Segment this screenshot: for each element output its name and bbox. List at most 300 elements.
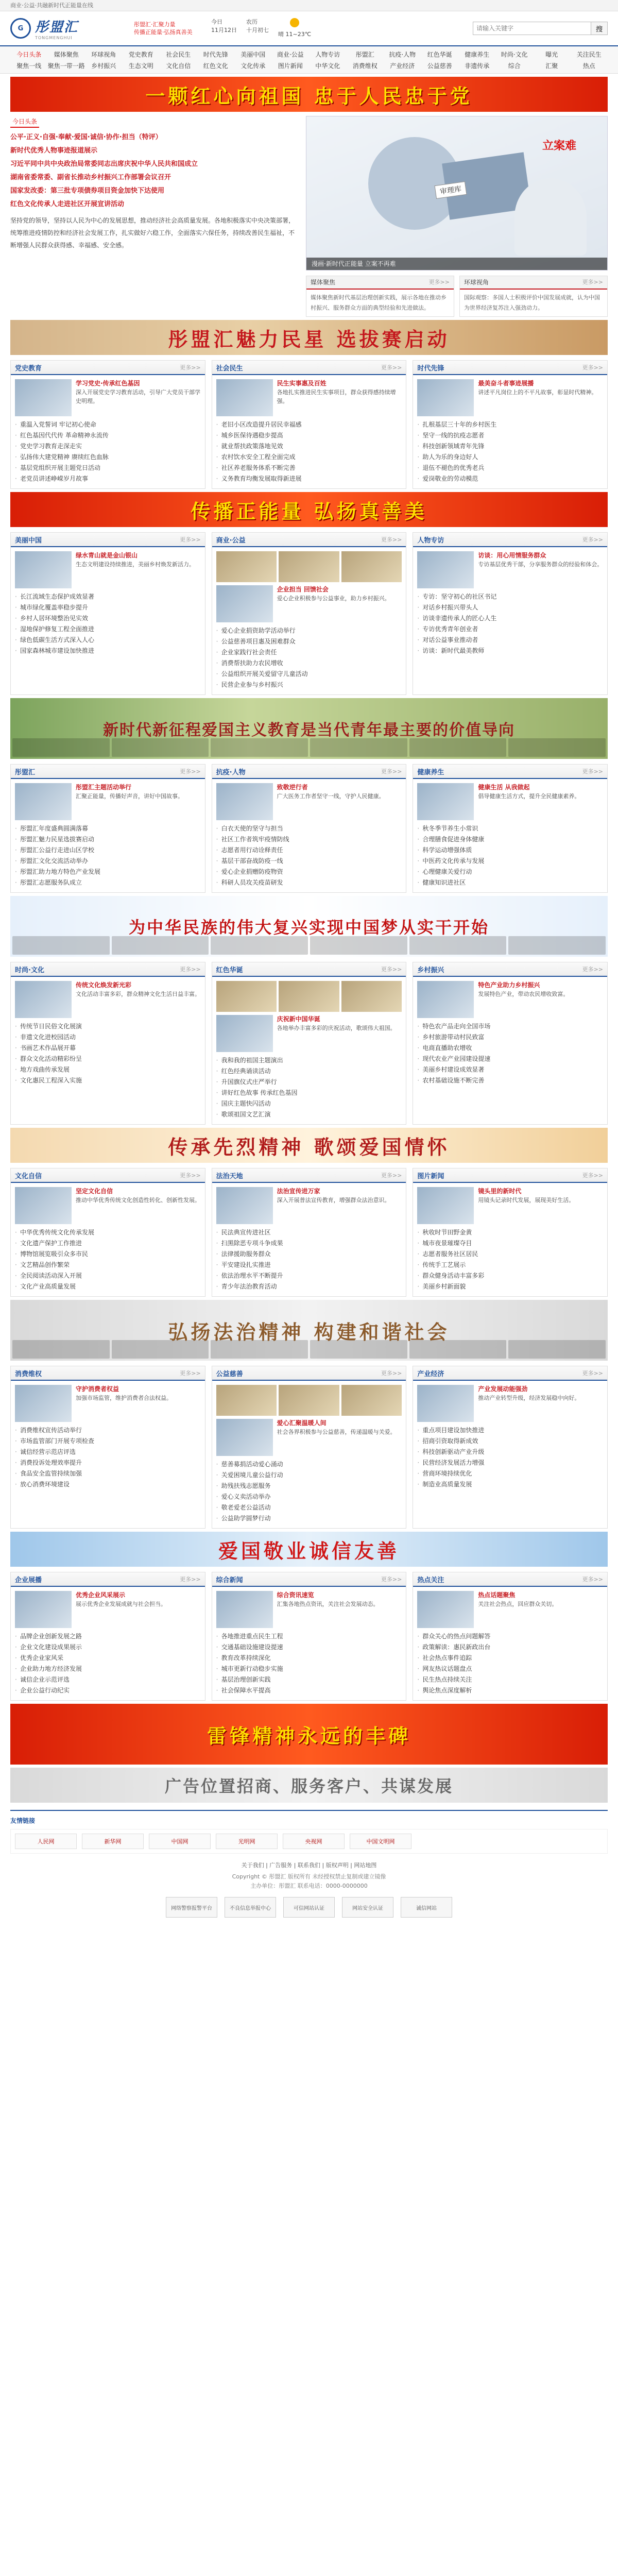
list-item[interactable]: · 科技创新驱动产业升级 xyxy=(417,1447,603,1458)
featured-item[interactable] xyxy=(216,1419,402,1456)
list-item[interactable]: · 心理健康关爱行动 xyxy=(417,867,603,877)
list-item[interactable]: · 弘扬伟大建党精神 赓续红色血脉 xyxy=(15,452,201,463)
list-item[interactable]: · 文艺精品创作繁荣 xyxy=(15,1260,201,1270)
thumbnail-image[interactable] xyxy=(216,1015,273,1052)
list-item[interactable]: · 爱心企业捐资助学活动举行 xyxy=(216,625,402,636)
featured-title[interactable]: 爱心汇聚温暖人间 xyxy=(277,1419,327,1427)
featured-title[interactable]: 产业发展动能强劲 xyxy=(478,1385,528,1393)
nav-item[interactable]: 红色文化 xyxy=(203,62,228,70)
list-item[interactable]: · 中医药文化传承与发展 xyxy=(417,856,603,867)
list-item[interactable]: · 网友热议话题盘点 xyxy=(417,1664,603,1674)
gallery-photo[interactable] xyxy=(341,1385,402,1416)
nav-item[interactable]: 乡村振兴 xyxy=(91,62,116,70)
list-item[interactable]: · 绿色低碳生活方式深入人心 xyxy=(15,635,201,646)
banner-8[interactable] xyxy=(10,1532,608,1567)
list-item[interactable]: · 秋收时节田野金黄 xyxy=(417,1227,603,1238)
friend-link[interactable]: 光明网 xyxy=(216,1834,278,1849)
banner-4[interactable] xyxy=(10,698,608,759)
footer-nav[interactable]: 关于我们 | 广告服务 | 联系我们 | 版权声明 | 网站地图 xyxy=(241,1862,377,1869)
more-link[interactable]: 更多>> xyxy=(582,536,604,543)
nav-item[interactable]: 社会民生 xyxy=(166,50,191,58)
list-item[interactable]: · 扎根基层三十年的乡村医生 xyxy=(417,419,603,430)
column-title[interactable]: 乡村振兴 xyxy=(417,966,444,974)
list-item[interactable]: · 企业文化建设成果展示 xyxy=(15,1642,201,1653)
search-input[interactable] xyxy=(473,22,591,35)
list-item[interactable]: · 基层干部奋战防疫一线 xyxy=(216,856,402,867)
nav-item[interactable]: 彤盟汇 xyxy=(355,50,374,58)
nav-item[interactable]: 今日头条 xyxy=(16,50,42,58)
thumbnail-image[interactable] xyxy=(216,1591,273,1628)
nav-item[interactable]: 党史教育 xyxy=(128,50,153,58)
thumbnail-image[interactable] xyxy=(216,783,273,820)
thumbnail-image[interactable] xyxy=(417,783,474,820)
more-link[interactable]: 更多>> xyxy=(381,364,402,371)
list-item[interactable]: · 专访：坚守初心的社区书记 xyxy=(417,591,603,602)
nav-item[interactable]: 产业经济 xyxy=(390,62,415,70)
list-item[interactable]: · 社区工作者筑牢疫情防线 xyxy=(216,834,402,845)
headline-link[interactable]: 新时代优秀人物事迹报道展示 xyxy=(10,147,98,155)
list-item[interactable]: · 诚信企业示范评选 xyxy=(15,1674,201,1685)
list-item[interactable]: · 慈善募捐活动爱心涌动 xyxy=(216,1459,402,1470)
featured-title[interactable]: 传统文化焕发新光彩 xyxy=(76,981,132,989)
list-item[interactable]: · 志愿者用行动诠释责任 xyxy=(216,845,402,856)
banner-6[interactable] xyxy=(10,1128,608,1163)
column-title[interactable]: 法治天地 xyxy=(216,1172,243,1180)
list-item[interactable]: · 长江流域生态保护成效显著 xyxy=(15,591,201,602)
list-item[interactable]: · 彤盟汇年度盛典圆满落幕 xyxy=(15,823,201,834)
list-item[interactable]: · 诚信经营示范店评选 xyxy=(15,1447,201,1458)
nav-item[interactable]: 抗疫·人物 xyxy=(389,50,416,58)
cert-badge[interactable]: 网站安全认证 xyxy=(342,1897,393,1918)
nav-item[interactable]: 非遗传承 xyxy=(465,62,490,70)
column-title[interactable]: 热点关注 xyxy=(417,1576,444,1584)
list-item[interactable]: · 退伍不褪色的优秀老兵 xyxy=(417,463,603,473)
nav-item[interactable]: 美丽中国 xyxy=(241,50,266,58)
friend-link[interactable]: 人民网 xyxy=(15,1834,77,1849)
featured-title[interactable]: 致敬逆行者 xyxy=(277,784,308,791)
featured-item[interactable] xyxy=(216,379,402,416)
headline-link[interactable]: 习近平同中共中央政治局常委同志出席庆祝中华人民共和国成立 xyxy=(10,160,198,168)
featured-title[interactable]: 特色产业助力乡村振兴 xyxy=(478,981,540,989)
headline-cartoon[interactable] xyxy=(306,116,608,270)
thumbnail-image[interactable] xyxy=(15,1187,72,1224)
list-item[interactable]: · 企业家践行社会责任 xyxy=(216,647,402,658)
list-item[interactable]: · 爱心企业捐赠防疫物资 xyxy=(216,867,402,877)
thumbnail-image[interactable] xyxy=(417,1187,474,1224)
list-item[interactable]: · 城市夜景璀璨夺目 xyxy=(417,1238,603,1249)
nav-item[interactable]: 时代先锋 xyxy=(203,50,228,58)
list-item[interactable]: · 青少年法治教育活动 xyxy=(216,1281,402,1292)
featured-title[interactable]: 优秀企业风采展示 xyxy=(76,1591,126,1599)
friend-link[interactable]: 央视网 xyxy=(283,1834,345,1849)
list-item[interactable]: · 平安建设扎实推进 xyxy=(216,1260,402,1270)
featured-item[interactable] xyxy=(15,1591,201,1628)
thumbnail-image[interactable] xyxy=(15,981,72,1018)
list-item[interactable]: · 重点项目建设加快推进 xyxy=(417,1425,603,1436)
gallery-photo[interactable] xyxy=(216,551,277,582)
list-item[interactable]: · 歌颂祖国文艺汇演 xyxy=(216,1109,402,1120)
list-item[interactable]: · 彤盟汇魅力民星选拔赛启动 xyxy=(15,834,201,845)
list-item[interactable]: · 现代农业产业园建设提速 xyxy=(417,1054,603,1064)
list-item[interactable]: · 彤盟汇助力地方特色产业发展 xyxy=(15,867,201,877)
list-item[interactable]: · 传统手工艺展示 xyxy=(417,1260,603,1270)
column-title[interactable]: 公益慈善 xyxy=(216,1370,243,1378)
featured-title[interactable]: 法治宣传进万家 xyxy=(277,1188,320,1195)
list-item[interactable]: · 文化产业高质量发展 xyxy=(15,1281,201,1292)
column-title[interactable]: 党史教育 xyxy=(15,364,42,372)
featured-title[interactable]: 彤盟汇主题活动举行 xyxy=(76,784,132,791)
friend-link[interactable]: 中国网 xyxy=(149,1834,211,1849)
featured-item[interactable] xyxy=(15,981,201,1018)
list-item[interactable]: · 各地推进重点民生工程 xyxy=(216,1631,402,1642)
list-item[interactable]: · 舆论焦点深度解析 xyxy=(417,1685,603,1696)
more-link[interactable]: 更多>> xyxy=(582,279,603,285)
thumbnail-image[interactable] xyxy=(417,551,474,588)
list-item[interactable]: · 对话乡村振兴带头人 xyxy=(417,602,603,613)
column-title[interactable]: 抗疫·人物 xyxy=(216,768,246,776)
list-item[interactable]: · 营商环境持续优化 xyxy=(417,1468,603,1479)
list-item[interactable]: · 依法治理水平不断提升 xyxy=(216,1270,402,1281)
featured-item[interactable] xyxy=(15,1385,201,1422)
nav-item[interactable]: 生态文明 xyxy=(128,62,153,70)
nav-item[interactable]: 红色华诞 xyxy=(427,50,452,58)
list-item[interactable]: · 乡村旅游带动村民致富 xyxy=(417,1032,603,1043)
featured-item[interactable] xyxy=(15,551,201,588)
cert-badge[interactable]: 不良信息举报中心 xyxy=(225,1897,276,1918)
list-item[interactable]: · 爱岗敬业的劳动模范 xyxy=(417,473,603,484)
featured-item[interactable] xyxy=(15,783,201,820)
more-link[interactable]: 更多>> xyxy=(582,1370,604,1377)
list-item[interactable]: · 特色农产品走向全国市场 xyxy=(417,1021,603,1032)
featured-item[interactable] xyxy=(417,981,603,1018)
column-title[interactable]: 商业·公益 xyxy=(216,536,246,545)
gallery-photo[interactable] xyxy=(279,981,339,1012)
cert-badge[interactable]: 可信网站认证 xyxy=(283,1897,335,1918)
list-item[interactable]: · 基层治理创新实践 xyxy=(216,1674,402,1685)
list-item[interactable]: · 交通基础设施建设提速 xyxy=(216,1642,402,1653)
banner-10[interactable] xyxy=(10,1768,608,1803)
list-item[interactable]: · 民生热点持续关注 xyxy=(417,1674,603,1685)
list-item[interactable]: · 放心消费环境建设 xyxy=(15,1479,201,1490)
gallery-photo[interactable] xyxy=(341,981,402,1012)
list-item[interactable]: · 制造业高质量发展 xyxy=(417,1479,603,1490)
featured-item[interactable] xyxy=(417,551,603,588)
list-item[interactable]: · 彤盟汇公益行走进山区学校 xyxy=(15,845,201,856)
thumbnail-image[interactable] xyxy=(417,981,474,1018)
list-item[interactable]: · 志愿者服务社区居民 xyxy=(417,1249,603,1260)
more-link[interactable]: 更多>> xyxy=(180,1172,201,1179)
list-item[interactable]: · 国家森林城市建设加快推进 xyxy=(15,646,201,656)
featured-item[interactable] xyxy=(417,379,603,416)
thumbnail-image[interactable] xyxy=(15,1591,72,1628)
featured-title[interactable]: 企业担当 回馈社会 xyxy=(277,586,329,593)
friend-link[interactable]: 新华网 xyxy=(82,1834,144,1849)
column-title[interactable]: 社会民生 xyxy=(216,364,243,372)
list-item[interactable]: · 城市更新行动稳步实施 xyxy=(216,1664,402,1674)
thumbnail-image[interactable] xyxy=(216,1187,273,1224)
list-item[interactable]: · 法律援助服务群众 xyxy=(216,1249,402,1260)
featured-item[interactable] xyxy=(417,1385,603,1422)
banner-5[interactable] xyxy=(10,896,608,957)
list-item[interactable]: · 关爱困境儿童公益行动 xyxy=(216,1470,402,1481)
list-item[interactable]: · 彤盟汇文化交流活动举办 xyxy=(15,856,201,867)
list-item[interactable]: · 访谈非遗传承人的匠心人生 xyxy=(417,613,603,624)
column-title[interactable]: 图片新闻 xyxy=(417,1172,444,1180)
list-item[interactable]: · 科研人员攻关疫苗研发 xyxy=(216,877,402,888)
more-link[interactable]: 更多>> xyxy=(180,536,201,543)
banner-3[interactable] xyxy=(10,492,608,527)
list-item[interactable]: · 社会热点事件追踪 xyxy=(417,1653,603,1664)
gallery-photo[interactable] xyxy=(216,1385,277,1416)
column-title[interactable]: 综合新闻 xyxy=(216,1576,243,1584)
thumbnail-image[interactable] xyxy=(15,783,72,820)
column-title[interactable]: 消费维权 xyxy=(15,1370,42,1378)
list-item[interactable]: · 招商引资取得新成效 xyxy=(417,1436,603,1447)
more-link[interactable]: 更多>> xyxy=(381,536,402,543)
list-item[interactable]: · 中华优秀传统文化传承发展 xyxy=(15,1227,201,1238)
headline-link[interactable]: 红色文化传承人走进社区开展宣讲活动 xyxy=(10,200,125,208)
list-item[interactable]: · 专访优秀青年创业者 xyxy=(417,624,603,635)
list-item[interactable]: · 老党员讲述峥嵘岁月故事 xyxy=(15,473,201,484)
list-item[interactable]: · 群众文化活动精彩纷呈 xyxy=(15,1054,201,1064)
column-title[interactable]: 文化自信 xyxy=(15,1172,42,1180)
more-link[interactable]: 更多>> xyxy=(428,279,450,285)
more-link[interactable]: 更多>> xyxy=(582,1576,604,1583)
list-item[interactable]: · 文化惠民工程深入实施 xyxy=(15,1075,201,1086)
headline-link[interactable]: 湖南省委常委、副省长推动乡村振兴工作部署会议召开 xyxy=(10,174,171,181)
list-item[interactable]: · 合理膳食促进身体健康 xyxy=(417,834,603,845)
list-item[interactable]: · 我和我的祖国主题演出 xyxy=(216,1055,402,1066)
featured-item[interactable] xyxy=(417,1187,603,1224)
list-item[interactable]: · 助人为乐的身边好人 xyxy=(417,452,603,463)
list-item[interactable]: · 民营企业参与乡村振兴 xyxy=(216,680,402,690)
gallery-photo[interactable] xyxy=(216,981,277,1012)
featured-title[interactable]: 庆祝新中国华诞 xyxy=(277,1015,320,1023)
featured-item[interactable] xyxy=(417,1591,603,1628)
thumbnail-image[interactable] xyxy=(216,1419,273,1456)
list-item[interactable]: · 城市绿化覆盖率稳步提升 xyxy=(15,602,201,613)
featured-item[interactable] xyxy=(15,1187,201,1224)
more-link[interactable]: 更多>> xyxy=(381,768,402,775)
list-item[interactable]: · 重温入党誓词 牢记初心使命 xyxy=(15,419,201,430)
nav-item[interactable]: 商业·公益 xyxy=(277,50,304,58)
list-item[interactable]: · 秋冬季节养生小常识 xyxy=(417,823,603,834)
list-item[interactable]: · 美丽乡村建设成效显著 xyxy=(417,1064,603,1075)
list-item[interactable]: · 民法典宣传进社区 xyxy=(216,1227,402,1238)
list-item[interactable]: · 消费投诉处理效率提升 xyxy=(15,1458,201,1468)
gallery-photo[interactable] xyxy=(279,1385,339,1416)
list-item[interactable]: · 地方戏曲传承发展 xyxy=(15,1064,201,1075)
nav-item[interactable]: 人物专访 xyxy=(315,50,340,58)
list-item[interactable]: · 扫黑除恶专项斗争成果 xyxy=(216,1238,402,1249)
column-title[interactable]: 红色华诞 xyxy=(216,966,243,974)
featured-title[interactable]: 学习党史·传承红色基因 xyxy=(76,380,140,387)
column-title[interactable]: 人物专访 xyxy=(417,536,444,545)
nav-item[interactable]: 聚焦一线 xyxy=(16,62,42,70)
more-link[interactable]: 更多>> xyxy=(582,966,604,973)
list-item[interactable]: · 湿地保护修复工程全面推进 xyxy=(15,624,201,635)
featured-title[interactable]: 访谈：用心用情服务群众 xyxy=(478,552,546,559)
banner-1[interactable] xyxy=(10,77,608,112)
list-item[interactable]: · 义务教育均衡发展取得新进展 xyxy=(216,473,402,484)
search-button[interactable]: 搜 xyxy=(591,22,608,35)
list-item[interactable]: · 文化遗产保护工作推进 xyxy=(15,1238,201,1249)
headline-link[interactable]: 公平·正义·自强·奉献·爱国·诚信·协作·担当（特评） xyxy=(10,133,162,141)
list-item[interactable]: · 白衣天使的坚守与担当 xyxy=(216,823,402,834)
banner-2[interactable] xyxy=(10,320,608,355)
list-item[interactable]: · 食品安全监管持续加强 xyxy=(15,1468,201,1479)
list-item[interactable]: · 敬老爱老公益活动 xyxy=(216,1502,402,1513)
list-item[interactable]: · 科技创新领域青年先锋 xyxy=(417,441,603,452)
list-item[interactable]: · 助残扶残志愿服务 xyxy=(216,1481,402,1492)
list-item[interactable]: · 公益组织开展关爱留守儿童活动 xyxy=(216,669,402,680)
nav-item[interactable]: 健康养生 xyxy=(465,50,490,58)
list-item[interactable]: · 基层党组织开展主题党日活动 xyxy=(15,463,201,473)
featured-item[interactable] xyxy=(216,1591,402,1628)
list-item[interactable]: · 老旧小区改造提升居民幸福感 xyxy=(216,419,402,430)
featured-title[interactable]: 坚定文化自信 xyxy=(76,1188,113,1195)
thumbnail-image[interactable] xyxy=(15,1385,72,1422)
thumbnail-image[interactable] xyxy=(216,585,273,622)
list-item[interactable]: · 电商直播助农增收 xyxy=(417,1043,603,1054)
list-item[interactable]: · 升国旗仪式庄严举行 xyxy=(216,1077,402,1088)
nav-item[interactable]: 媒体聚焦 xyxy=(54,50,79,58)
list-item[interactable]: · 健康知识进社区 xyxy=(417,877,603,888)
list-item[interactable]: · 消费维权宣传活动举行 xyxy=(15,1425,201,1436)
nav-item[interactable]: 中华文化 xyxy=(315,62,340,70)
list-item[interactable]: · 市场监管部门开展专项检查 xyxy=(15,1436,201,1447)
thumbnail-image[interactable] xyxy=(417,379,474,416)
featured-title[interactable]: 绿水青山就是金山银山 xyxy=(76,552,138,559)
featured-item[interactable] xyxy=(15,379,201,416)
list-item[interactable]: · 党史学习教育走深走实 xyxy=(15,441,201,452)
site-logo[interactable] xyxy=(10,16,118,41)
featured-title[interactable]: 民生实事惠及百姓 xyxy=(277,380,327,387)
more-link[interactable]: 更多>> xyxy=(582,364,604,371)
list-item[interactable]: · 消费帮扶助力农民增收 xyxy=(216,658,402,669)
friend-link[interactable]: 中国文明网 xyxy=(350,1834,411,1849)
list-item[interactable]: · 公益助学圆梦行动 xyxy=(216,1513,402,1524)
list-item[interactable]: · 政策解读：惠民新政出台 xyxy=(417,1642,603,1653)
column-title[interactable]: 企业展播 xyxy=(15,1576,42,1584)
more-link[interactable]: 更多>> xyxy=(381,1370,402,1377)
nav-item[interactable]: 环球视角 xyxy=(91,50,116,58)
more-link[interactable]: 更多>> xyxy=(381,1172,402,1179)
more-link[interactable]: 更多>> xyxy=(180,966,201,973)
list-item[interactable]: · 企业公益行动纪实 xyxy=(15,1685,201,1696)
list-item[interactable]: · 社会保障水平提高 xyxy=(216,1685,402,1696)
thumbnail-image[interactable] xyxy=(417,1591,474,1628)
nav-item[interactable]: 图片新闻 xyxy=(278,62,303,70)
nav-item[interactable]: 文化自信 xyxy=(166,62,191,70)
list-item[interactable]: · 红色基因代代传 革命精神永流传 xyxy=(15,430,201,441)
nav-item[interactable]: 关注民生 xyxy=(576,50,602,58)
list-item[interactable]: · 爱心义卖活动举办 xyxy=(216,1492,402,1502)
nav-item[interactable]: 曝光 xyxy=(545,50,558,58)
list-item[interactable]: · 企业助力地方经济发展 xyxy=(15,1664,201,1674)
list-item[interactable]: · 全民阅读活动深入开展 xyxy=(15,1270,201,1281)
list-item[interactable]: · 彤盟汇志愿服务队成立 xyxy=(15,877,201,888)
thumbnail-image[interactable] xyxy=(216,379,273,416)
nav-item[interactable]: 汇聚 xyxy=(545,62,558,70)
banner-7[interactable] xyxy=(10,1300,608,1361)
list-item[interactable]: · 公益慈善项目惠及困难群众 xyxy=(216,636,402,647)
list-item[interactable]: · 教育改革持续深化 xyxy=(216,1653,402,1664)
list-item[interactable]: · 讲好红色故事 传承红色基因 xyxy=(216,1088,402,1098)
more-link[interactable]: 更多>> xyxy=(582,768,604,775)
list-item[interactable]: · 传统节日民俗文化展演 xyxy=(15,1021,201,1032)
list-item[interactable]: · 民营经济发展活力增强 xyxy=(417,1458,603,1468)
column-title[interactable]: 产业经济 xyxy=(417,1370,444,1378)
nav-item[interactable]: 消费维权 xyxy=(352,62,377,70)
column-title[interactable]: 健康养生 xyxy=(417,768,444,776)
list-item[interactable]: · 群众关心的热点问题解答 xyxy=(417,1631,603,1642)
more-link[interactable]: 更多>> xyxy=(582,1172,604,1179)
list-item[interactable]: · 国庆主题快闪活动 xyxy=(216,1098,402,1109)
featured-item[interactable] xyxy=(216,783,402,820)
nav-item[interactable]: 时尚·文化 xyxy=(501,50,528,58)
nav-item[interactable]: 文化传承 xyxy=(241,62,266,70)
list-item[interactable]: · 对话公益事业推动者 xyxy=(417,635,603,646)
featured-item[interactable] xyxy=(216,1015,402,1052)
list-item[interactable]: · 城乡医保待遇稳步提高 xyxy=(216,430,402,441)
cert-badge[interactable]: 网络警察报警平台 xyxy=(166,1897,217,1918)
cert-badge[interactable]: 诚信网站 xyxy=(401,1897,452,1918)
featured-item[interactable] xyxy=(417,783,603,820)
featured-title[interactable]: 守护消费者权益 xyxy=(76,1385,119,1393)
list-item[interactable]: · 乡村人居环境整治见实效 xyxy=(15,613,201,624)
nav-item[interactable]: 聚焦一带一路 xyxy=(47,62,85,70)
list-item[interactable]: · 农村基础设施不断完善 xyxy=(417,1075,603,1086)
featured-item[interactable] xyxy=(216,1187,402,1224)
thumbnail-image[interactable] xyxy=(15,551,72,588)
list-item[interactable]: · 博物馆展览吸引众多市民 xyxy=(15,1249,201,1260)
list-item[interactable]: · 坚守一线的抗疫志愿者 xyxy=(417,430,603,441)
gallery-photo[interactable] xyxy=(341,551,402,582)
column-title[interactable]: 时尚·文化 xyxy=(15,966,44,974)
column-title[interactable]: 美丽中国 xyxy=(15,536,42,545)
more-link[interactable]: 更多>> xyxy=(180,1370,201,1377)
featured-title[interactable]: 健康生活 从我做起 xyxy=(478,784,530,791)
list-item[interactable]: · 品牌企业创新发展之路 xyxy=(15,1631,201,1642)
more-link[interactable]: 更多>> xyxy=(180,364,201,371)
column-title[interactable]: 彤盟汇 xyxy=(15,768,36,776)
list-item[interactable]: · 科学运动增强体质 xyxy=(417,845,603,856)
list-item[interactable]: · 访谈：新时代最美教师 xyxy=(417,646,603,656)
list-item[interactable]: · 红色经典诵读活动 xyxy=(216,1066,402,1077)
gallery-photo[interactable] xyxy=(279,551,339,582)
list-item[interactable]: · 美丽乡村新面貌 xyxy=(417,1281,603,1292)
nav-item[interactable]: 公益慈善 xyxy=(427,62,452,70)
thumbnail-image[interactable] xyxy=(15,379,72,416)
featured-title[interactable]: 综合资讯速览 xyxy=(277,1591,314,1599)
featured-title[interactable]: 镜头里的新时代 xyxy=(478,1188,522,1195)
list-item[interactable]: · 农村饮水安全工程全面完成 xyxy=(216,452,402,463)
nav-item[interactable]: 综合 xyxy=(508,62,521,70)
more-link[interactable]: 更多>> xyxy=(381,966,402,973)
list-item[interactable]: · 就业帮扶政策落地见效 xyxy=(216,441,402,452)
more-link[interactable]: 更多>> xyxy=(180,1576,201,1583)
featured-title[interactable]: 最美奋斗者事迹展播 xyxy=(478,380,534,387)
more-link[interactable]: 更多>> xyxy=(381,1576,402,1583)
headline-link[interactable]: 国家发改委：第三批专项债券项目资金加快下达使用 xyxy=(10,187,165,195)
list-item[interactable]: · 社区养老服务体系不断完善 xyxy=(216,463,402,473)
banner-9[interactable] xyxy=(10,1704,608,1765)
column-title[interactable]: 时代先锋 xyxy=(417,364,444,372)
list-item[interactable]: · 优秀企业家风采 xyxy=(15,1653,201,1664)
thumbnail-image[interactable] xyxy=(417,1385,474,1422)
list-item[interactable]: · 群众健身活动丰富多彩 xyxy=(417,1270,603,1281)
